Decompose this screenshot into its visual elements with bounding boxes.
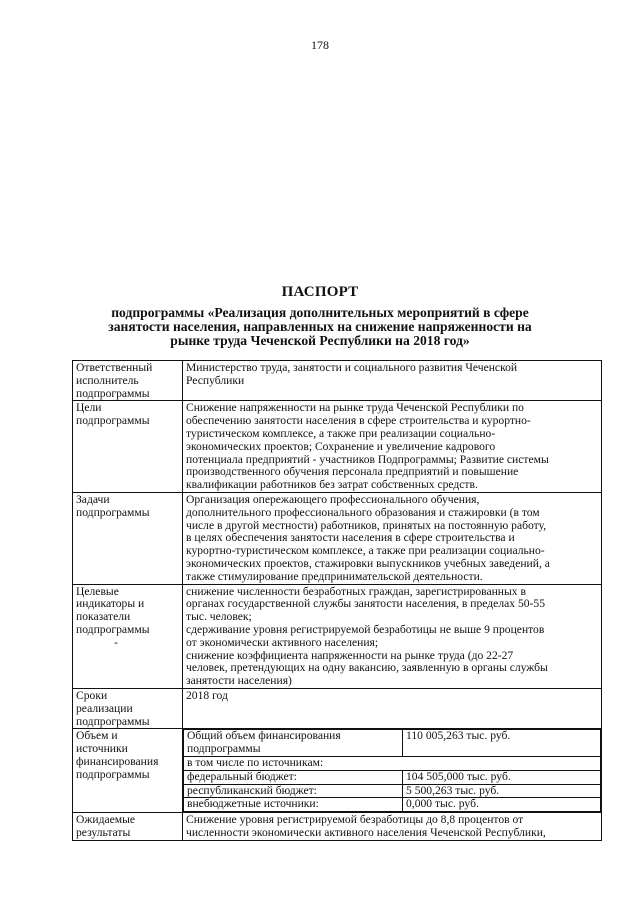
content-line: также стимулирование предпринимательской деятельности.: [186, 569, 483, 583]
content-line: экономических проектов; Сохранение и увеличение кадрового: [186, 439, 496, 453]
financing-source-value: 104 505,000 тыс. руб.: [403, 770, 601, 784]
page-number: 178: [311, 38, 329, 52]
label-line: подпрограммы: [76, 414, 150, 428]
label-line: результаты: [76, 825, 131, 839]
table-row-expected: [73, 813, 602, 841]
financing-source-row: [184, 798, 601, 812]
table-row-indicators: [73, 584, 602, 688]
content-line: экономических проектов, стажировки выпускников учебных заведений, а: [186, 556, 550, 570]
table-row-goals: [73, 401, 602, 493]
subtitle-line: рынке труда Чеченской Республики на 2018 год»: [170, 333, 470, 348]
content-line: производственного обучения персонала предприятий и повышение: [186, 465, 519, 479]
label-line: подпрограммы: [187, 742, 261, 756]
label-line: показатели: [76, 610, 131, 624]
content-line: Снижение напряженности на рынке труда Чеченской Республики по: [186, 401, 524, 415]
row-content: [183, 401, 602, 493]
label-line: Целевые: [76, 584, 119, 598]
subtitle-line: подпрограммы «Реализация дополнительных мероприятий в сфере: [111, 305, 529, 320]
content-line: тыс. человек;: [186, 610, 252, 624]
label-line: Общий объем финансирования: [187, 729, 341, 743]
label-line: подпрограммы: [76, 767, 150, 781]
content-line: Министерство труда, занятости и социального развития Чеченской: [186, 361, 518, 374]
content-line: численности экономически активного населения Чеченской Республики,: [186, 825, 546, 839]
document-subtitle: [90, 306, 550, 348]
content-line: квалификации работников без затрат собственных средств.: [186, 478, 478, 492]
label-line: Ожидаемые: [76, 813, 136, 827]
content-line: потенциала предприятий - участников Подпрограммы; Развитие системы: [186, 452, 549, 466]
label-line: Ответственный: [76, 361, 153, 374]
label-line: подпрограммы: [76, 714, 150, 728]
label-line: исполнитель: [76, 373, 139, 387]
financing-total-row: [184, 730, 601, 757]
content-line: Республики: [186, 373, 245, 387]
label-line: подпрограммы: [76, 386, 150, 400]
content-line: снижение численности безработных граждан, зарегистрированных в: [186, 584, 526, 598]
content-line: туристическом комплексе, а также при реализации социально-: [186, 426, 496, 440]
financing-cell: [183, 729, 602, 813]
financing-source-value: 5 500,263 тыс. руб.: [403, 784, 601, 798]
financing-source-row: [184, 770, 601, 784]
label-line: Задачи: [76, 492, 110, 506]
financing-sources-header-row: [184, 756, 601, 770]
content-line: курортно-туристическом комплексе, а также при реализации социально-: [186, 544, 545, 558]
label-line: подпрограммы: [76, 622, 150, 636]
financing-source-name: федеральный бюджет:: [184, 770, 403, 784]
table-row-terms: [73, 688, 602, 728]
row-label: [73, 492, 183, 584]
document-title: ПАСПОРТ: [281, 284, 359, 300]
content-line: органах государственной службы занятости населения, в пределах 50-55: [186, 597, 546, 611]
label-line: источники: [76, 742, 128, 756]
financing-source-name: внебюджетные источники:: [184, 798, 403, 812]
row-content: [183, 492, 602, 584]
label-line: Сроки: [76, 688, 108, 702]
row-label: [73, 401, 183, 493]
row-label: [73, 584, 183, 688]
financing-source-row: [184, 784, 601, 798]
row-content: [183, 584, 602, 688]
content-line: дополнительного профессионального образования и стажировки (в том: [186, 505, 540, 519]
label-line: индикаторы и: [76, 597, 145, 611]
label-line: финансирования: [76, 754, 159, 768]
content-line: от экономически активного населения;: [186, 635, 379, 649]
content-line: занятости населения): [186, 674, 292, 688]
row-content: [183, 688, 602, 728]
financing-sources-header: в том числе по источникам:: [184, 756, 601, 770]
content-line: Организация опережающего профессионального обучения,: [186, 492, 480, 506]
content-line: Снижение уровня регистрируемой безработицы до 8,8 процентов от: [186, 813, 524, 827]
row-content: [183, 813, 602, 841]
financing-total-value: 110 005,263 тыс. руб.: [403, 730, 601, 757]
table-row-tasks: [73, 492, 602, 584]
row-label: [73, 361, 183, 401]
content-line: сдерживание уровня регистрируемой безработицы не выше 9 процентов: [186, 622, 545, 636]
content-line: в целях обеспечения занятости населения в сфере строительства и: [186, 531, 515, 545]
label-dash: -: [114, 635, 118, 649]
subtitle-line: занятости населения, направленных на снижение напряженности на: [108, 319, 532, 334]
content-line: числе в другой местности) работников, принятых на постоянную работу,: [186, 518, 547, 532]
label-line: Объем и: [76, 729, 118, 743]
row-label: [73, 688, 183, 728]
content-line: 2018 год: [186, 688, 228, 702]
row-content: [183, 361, 602, 401]
label-line: подпрограммы: [76, 505, 150, 519]
content-line: человек, претендующих на одну вакансию, заявленную в органы службы: [186, 661, 548, 675]
content-line: обеспечению занятости населения в сфере строительства и курортно-: [186, 414, 531, 428]
label-line: реализации: [76, 701, 133, 715]
row-label: [73, 729, 183, 813]
table-row-financing: [73, 729, 602, 813]
financing-source-value: 0,000 тыс. руб.: [403, 798, 601, 812]
row-label: [73, 813, 183, 841]
financing-total-label: [184, 730, 403, 757]
financing-table: [183, 729, 601, 812]
table-row-responsible: [73, 361, 602, 401]
financing-source-name: республиканский бюджет:: [184, 784, 403, 798]
content-line: снижение коэффициента напряженности на рынке труда (до 22-27: [186, 648, 514, 662]
passport-table: [72, 360, 602, 841]
label-line: Цели: [76, 401, 102, 415]
